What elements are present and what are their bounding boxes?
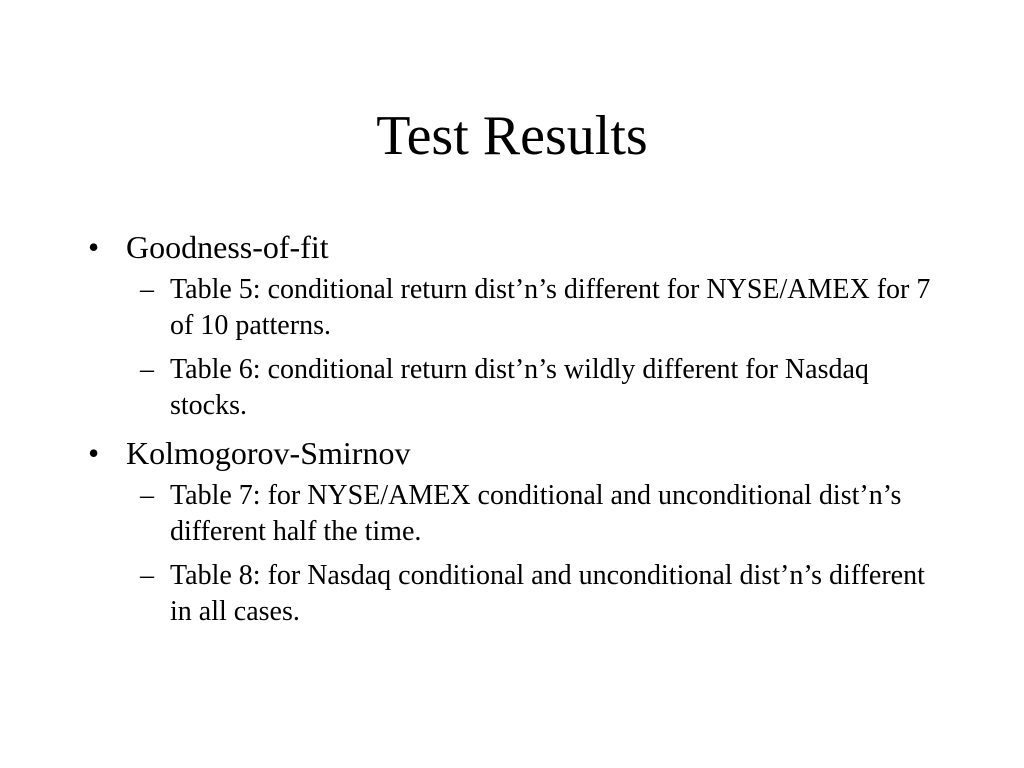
- bullet-group-kolmogorov-smirnov: [84, 432, 944, 630]
- bullet-marker: •: [88, 229, 100, 265]
- sub-bullet-marker: –: [140, 354, 154, 385]
- bullet-text: Kolmogorov-Smirnov: [126, 435, 411, 471]
- slide-title: Test Results: [376, 105, 648, 167]
- sub-bullet-marker: –: [140, 560, 154, 591]
- sub-bullet-item: [84, 478, 944, 550]
- sub-bullet-item: [84, 272, 944, 344]
- sub-bullet-item: [84, 352, 944, 424]
- sub-bullet-text: Table 8: for Nasdaq conditional and unconditional dist’n’s different in all cases.: [170, 560, 925, 627]
- sub-bullet-marker: –: [140, 274, 154, 305]
- slide-content: [84, 226, 944, 638]
- sub-bullet-text: Table 6: conditional return dist’n’s wildly different for Nasdaq stocks.: [170, 354, 869, 421]
- bullet-marker: •: [88, 435, 100, 471]
- sub-bullet-item: [84, 558, 944, 630]
- bullet-item: [84, 226, 944, 268]
- bullet-group-goodness-of-fit: [84, 226, 944, 424]
- sub-bullet-text: Table 7: for NYSE/AMEX conditional and unconditional dist’n’s different half the time.: [170, 480, 902, 547]
- sub-bullet-marker: –: [140, 480, 154, 511]
- bullet-text: Goodness-of-fit: [126, 229, 329, 265]
- bullet-item: [84, 432, 944, 474]
- sub-bullet-text: Table 5: conditional return dist’n’s different for NYSE/AMEX for 7 of 10 patterns.: [170, 274, 931, 341]
